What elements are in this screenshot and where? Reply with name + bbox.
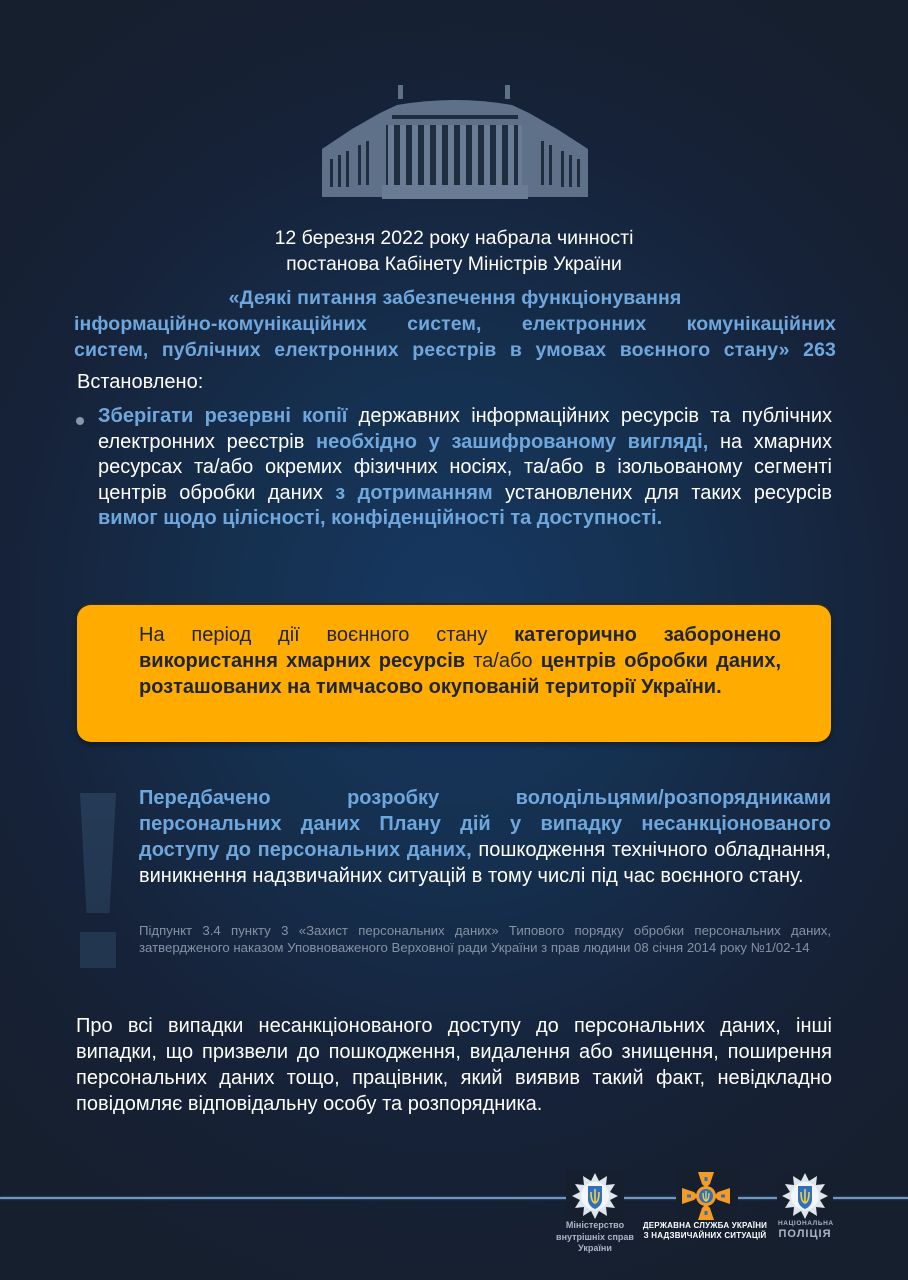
bullet-highlight: з дотриманням [335, 481, 493, 504]
bullet-text-segment: на хмарних ресурсах та/або окремих фізичних носіях, та/або в ізольованому сегменті центрів обробки даних [98, 430, 833, 504]
established-label: Встановлено: [77, 371, 204, 393]
plan-text-segment: пошкодження технічного обладнання, виникнення надзвичайних ситуацій в тому числі під час воєнного стану. [139, 839, 831, 887]
dsns-caption [640, 1221, 770, 1241]
bullet-highlight: вимог щодо цілісності, конфіденційності та доступності. [98, 507, 663, 529]
state-emergency-service-cross-icon [681, 1171, 731, 1221]
national-police-emblem-icon [781, 1172, 829, 1220]
warning-text-bold: центрів обробки даних, розташованих на тимчасово окупованій території України. [139, 650, 781, 698]
caption-line: Міністерство [565, 1220, 625, 1230]
mvs-caption [553, 1220, 637, 1255]
caption-line: України [578, 1243, 612, 1253]
intro-text [0, 225, 908, 277]
exclamation-mark-icon [80, 793, 116, 973]
final-paragraph: Про всі випадки несанкціонованого доступу до персональних даних, інші випадки, що призвели до пошкодження, видалення або знищення, поширення персональних даних тощо, працівник, який виявив такий факт, невідкладно повідомляє відповідальну особу та розпорядника. [76, 1015, 832, 1115]
caption-line: ДЕРЖАВНА СЛУЖБА УКРАЇНИ [642, 1221, 768, 1230]
legal-source-note: Підпункт 3.4 пункту 3 «Захист персональних даних» Типового порядку обробки персональних даних, затвердженого наказом Уповноваженого Верховної ради України з прав людини 08 січня 2014 року №1/02-14 [139, 923, 831, 955]
intro-line-1: 12 березня 2022 року набрала чинності [274, 227, 634, 249]
bullet-text-segment: державних інформаційних ресурсів та публічних електронних реєстрів [98, 405, 832, 453]
backup-bullet-text [98, 404, 832, 532]
bullet-highlight: Зберігати резервні копії [98, 405, 348, 427]
warning-box [77, 605, 831, 742]
warning-text-segment: та/або [465, 650, 541, 672]
resolution-title-line-3: систем, публічних електронних реєстрів в умовах воєнного стану» 263 [74, 339, 836, 361]
bullet-dot-icon [76, 417, 84, 425]
police-caption-top: НАЦІОНАЛЬНА [778, 1220, 834, 1227]
ministry-internal-affairs-emblem-icon [571, 1172, 619, 1220]
intro-line-2: постанова Кабінету Міністрів України [286, 253, 622, 275]
caption-line: внутрішніх справ [556, 1231, 634, 1242]
police-caption-bottom: ПОЛІЦІЯ [778, 1228, 832, 1240]
resolution-title-line-1: «Деякі питання забезпечення функціонування [228, 287, 682, 309]
warning-text [139, 622, 781, 700]
footer-divider [0, 1197, 908, 1199]
bullet-text-segment: установлених для таких ресурсів [492, 481, 832, 504]
action-plan-text [139, 785, 831, 889]
backup-bullet [76, 404, 832, 532]
cabinet-of-ministers-building-icon [322, 85, 588, 203]
plan-highlight: Передбачено розробку володільцями/розпорядниками персональних даних Плану дій у випадку несанкціонованого доступу до персональних даних, [139, 787, 831, 861]
warning-text-segment: На період дії воєнного стану [139, 624, 515, 646]
warning-text-bold: категорично заборонено використання хмарних ресурсів [139, 624, 781, 672]
resolution-title [74, 285, 836, 363]
bullet-highlight: необхідно у зашифрованому вигляді, [316, 430, 709, 453]
resolution-title-line-2: інформаційно-комунікаційних систем, електронних комунікаційних [74, 313, 836, 335]
caption-line: З НАДЗВИЧАЙНИХ СИТУАЦІЙ [643, 1231, 767, 1240]
